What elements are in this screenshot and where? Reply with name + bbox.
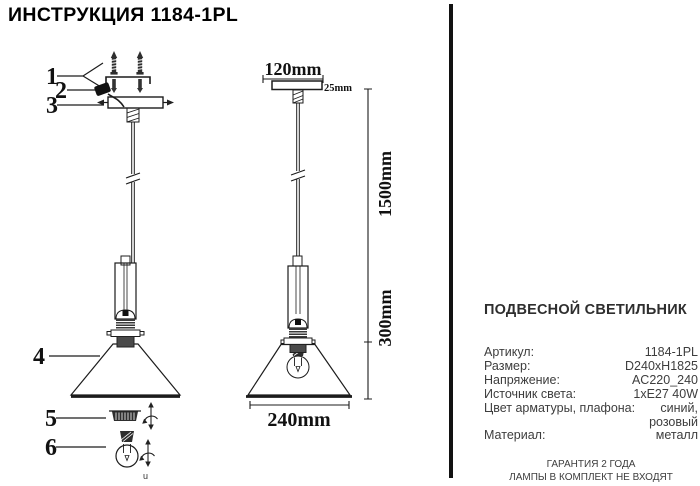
spec-value: синий, розовый [649,400,698,429]
part-label-5: 5 [45,406,57,432]
spec-value: D240xH1825 [625,358,698,373]
spec-row-size [484,360,698,374]
bulb-mark: u [143,471,149,481]
ceiling-canopy [272,81,322,90]
light-bulb [116,431,138,467]
spec-label: Цвет арматуры, плафона: [484,400,636,415]
spec-value: 1xE27 40W [633,386,698,401]
lamp-socket [107,310,144,347]
dim-shade-diameter: 240mm [267,409,331,431]
section-divider [449,4,453,478]
dim-shade-height: 300mm [375,289,395,347]
spec-row-article [484,346,698,360]
spec-label: Материал: [484,428,546,443]
warranty-note: ГАРАНТИЯ 2 ГОДА [546,459,636,470]
spec-value: AC220_240 [631,372,698,387]
suspension-cable [126,122,140,263]
page-title: ИНСТРУКЦИЯ 1184-1PL [8,4,239,26]
spec-label: Напряжение: [484,372,560,387]
connector-wire [108,94,124,107]
exploded-view [33,51,180,481]
lamps-note: ЛАМПЫ В КОМПЛЕКТ НЕ ВХОДЯТ [509,471,673,483]
spec-row-light-source [484,388,698,402]
part-label-6: 6 [45,435,57,461]
spec-row-voltage [484,374,698,388]
dim-canopy-diameter: 120mm [264,59,322,79]
specs-panel [484,302,698,443]
part-label-3: 3 [46,93,58,119]
dim-canopy-height: 25mm [324,83,352,94]
shade-ring [109,411,141,421]
arrow-right-icon [167,100,174,106]
footer-notes [484,459,698,484]
spec-label: Источник света: [484,386,577,401]
tube-connector [121,256,130,265]
tube-connector [293,256,302,266]
spec-row-material [484,429,698,443]
part-label-1: 1 [46,64,58,90]
part-label-2: 2 [55,78,67,104]
rotate-arrow-icon [142,402,157,430]
suspension-cable [291,103,305,256]
spec-value: 1184-1PL [644,345,698,359]
rotate-arrow-icon [139,439,154,467]
lamp-socket [281,319,315,353]
spec-label: Размер: [484,358,531,373]
spec-row-color [484,402,698,430]
dimensioned-view [246,59,395,431]
spec-value: металл [655,428,698,443]
specs-heading: ПОДВЕСНОЙ СВЕТИЛЬНИК [484,302,687,318]
cone-shade [71,344,180,395]
dim-suspension-length: 1500mm [375,151,395,217]
part-label-4: 4 [33,344,45,370]
spec-label: Артикул: [484,345,535,359]
